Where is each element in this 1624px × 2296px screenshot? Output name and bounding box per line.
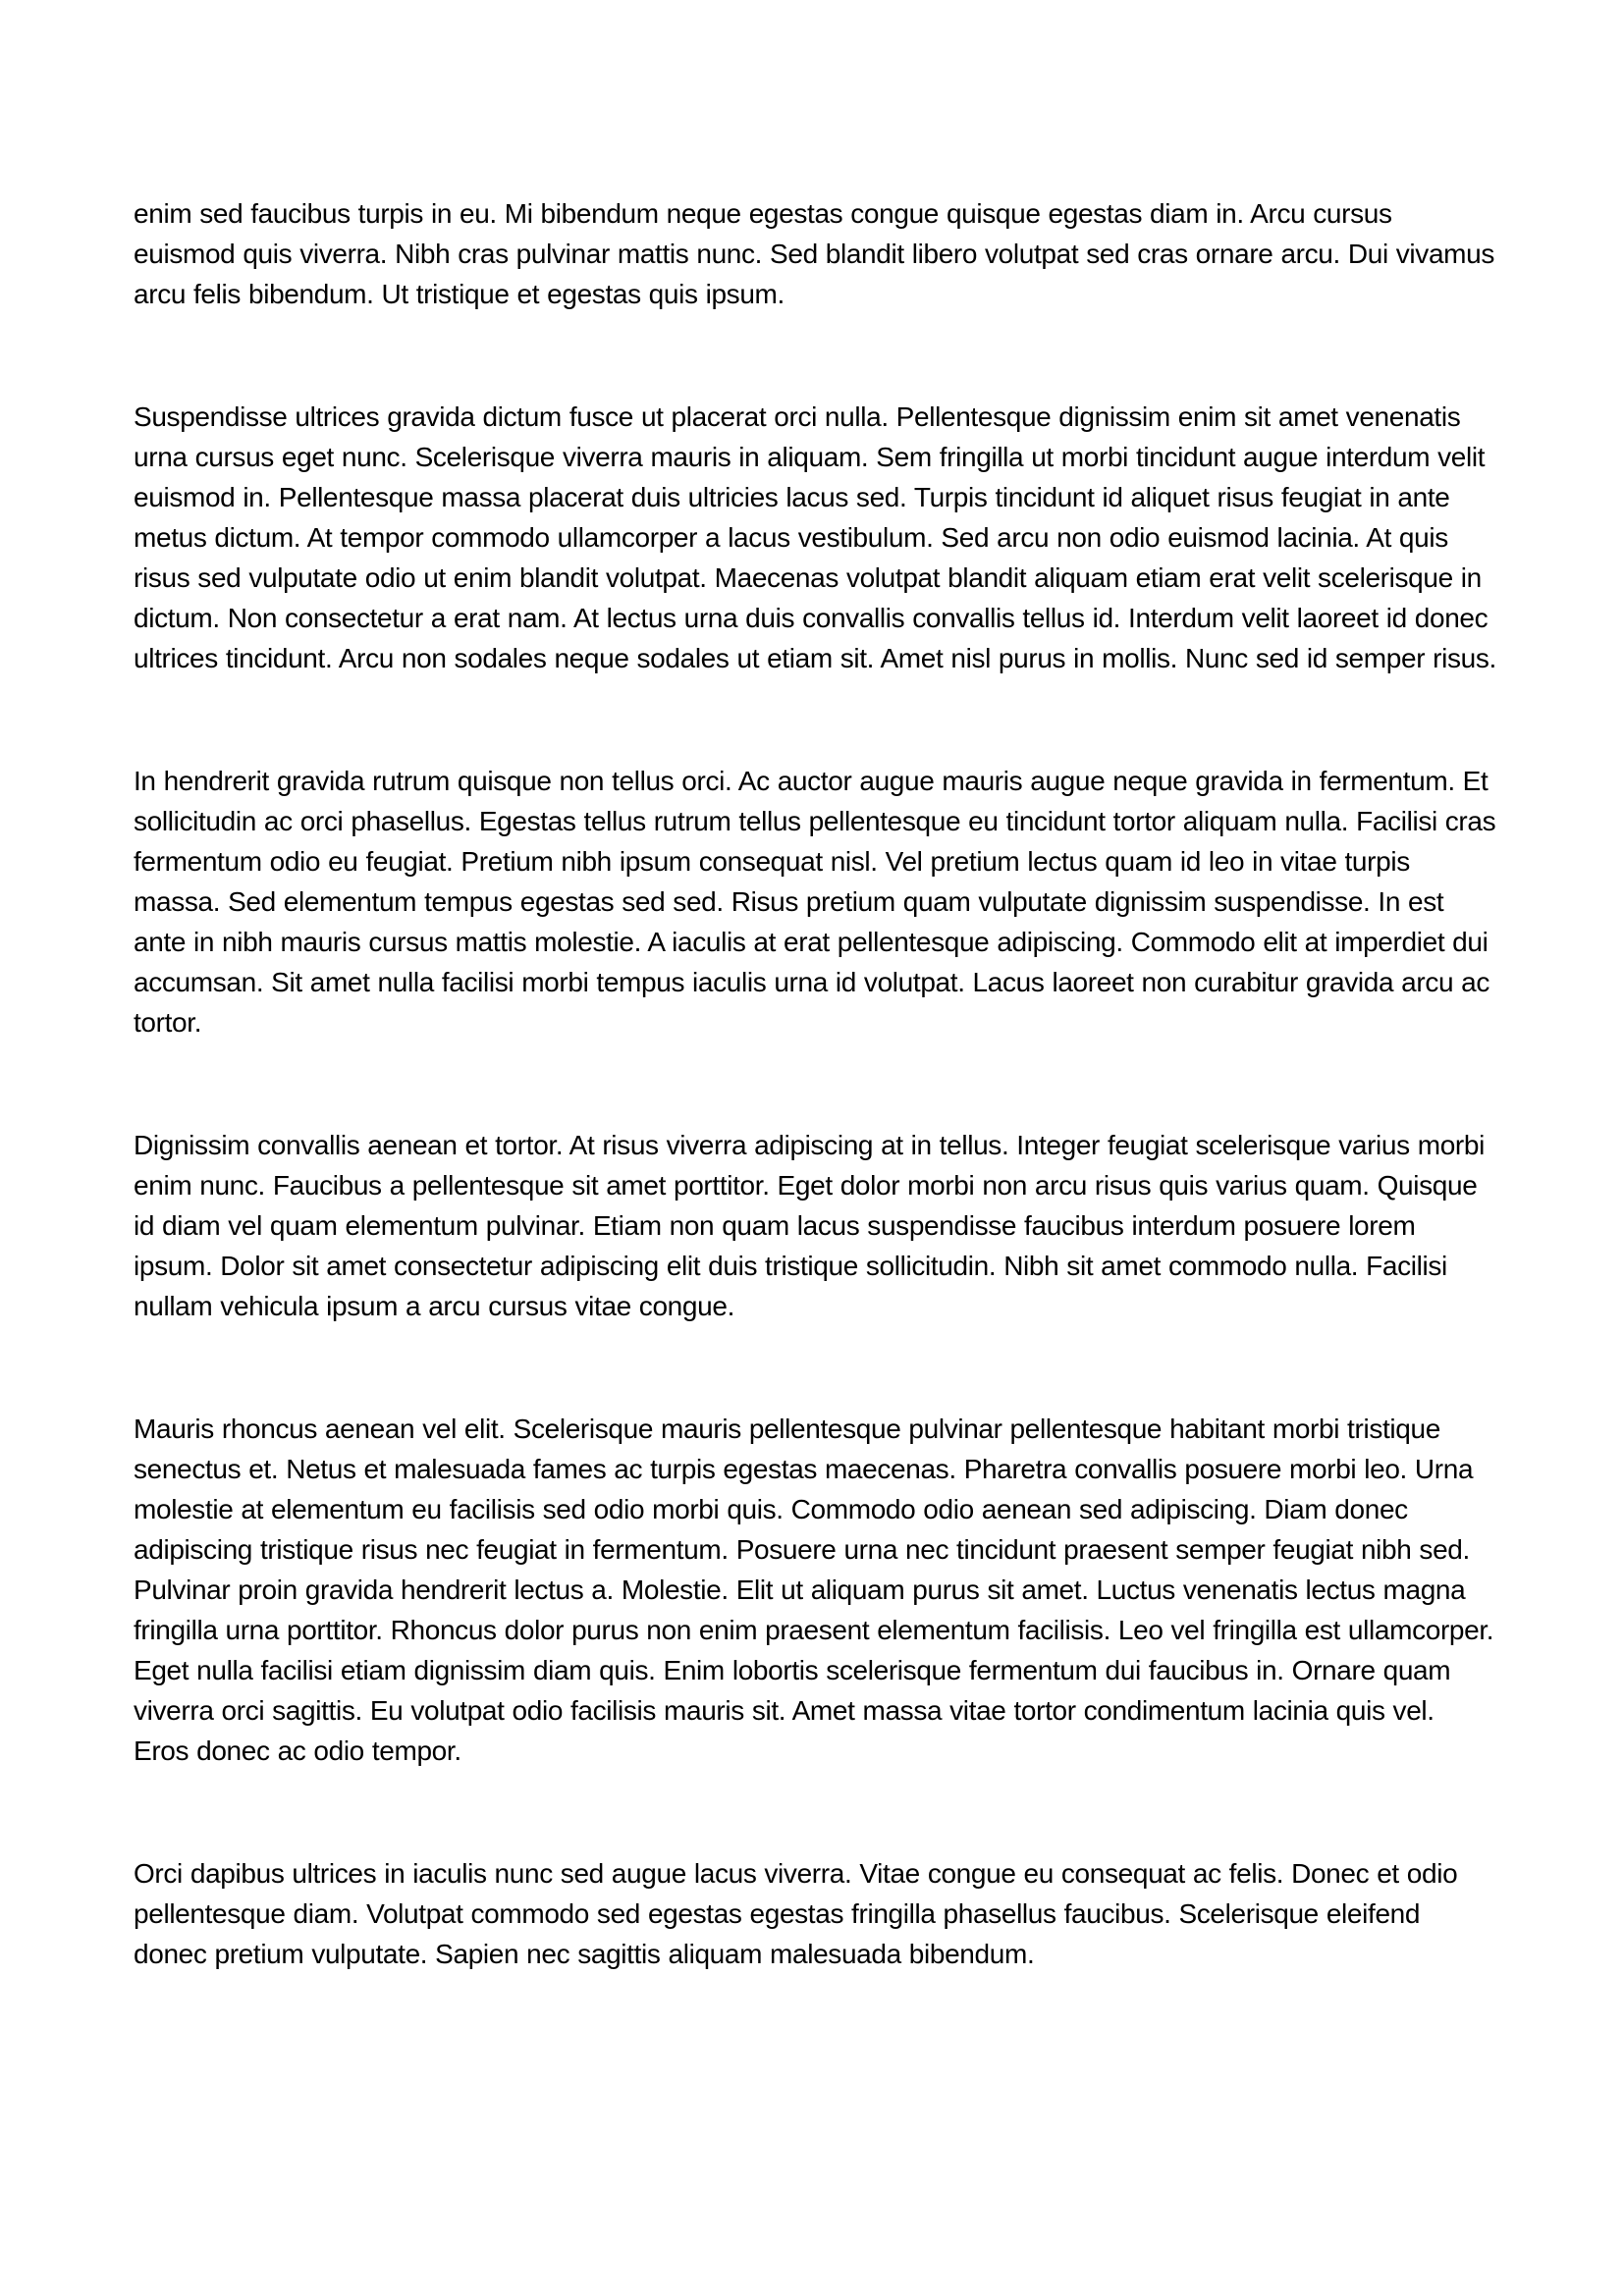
paragraph-1: enim sed faucibus turpis in eu. Mi bibendum neque egestas congue quisque egestas diam in. Arcu cursus euismod quis viverra. Nibh cras pulvinar mattis nunc. Sed blandit libero volutpat sed cras ornare arcu. Dui vivamus arcu felis bibendum. Ut tristique et egestas quis ipsum. [134,198,1495,309]
paragraph-6: Orci dapibus ultrices in iaculis nunc sed augue lacus viverra. Vitae congue eu consequat ac felis. Donec et odio pellentesque diam. Volutpat commodo sed egestas egestas fringilla phasellus faucibus. Scelerisque eleifend donec pretium vulputate. Sapien nec sagittis aliquam malesuada bibendum. [134,1858,1458,1969]
paragraph-5: Mauris rhoncus aenean vel elit. Scelerisque mauris pellentesque pulvinar pellentesque habitant morbi tristique senectus et. Netus et malesuada fames ac turpis egestas maecenas. Pharetra convallis posuere morbi leo. Urna molestie at elementum eu facilisis sed odio morbi quis. Commodo odio aenean sed adipiscing. Diam donec adipiscing tristique risus nec feugiat in fermentum. Posuere urna nec tincidunt praesent semper feugiat nibh sed. Pulvinar proin gravida hendrerit lectus a. Molestie. Elit ut aliquam purus sit amet. Luctus venenatis lectus magna fringilla urna porttitor. Rhoncus dolor purus non enim praesent elementum facilisis. Leo vel fringilla est ullamcorper. Eget nulla facilisi etiam dignissim diam quis. Enim lobortis scelerisque fermentum dui faucibus in. Ornare quam viverra orci sagittis. Eu volutpat odio facilisis mauris sit. Amet massa vitae tortor condimentum lacinia quis vel. Eros donec ac odio tempor. [134,1414,1494,1766]
paragraph-2: Suspendisse ultrices gravida dictum fusce ut placerat orci nulla. Pellentesque dignissim enim sit amet venenatis urna cursus eget nunc. Scelerisque viverra mauris in aliquam. Sem fringilla ut morbi tincidunt augue interdum velit euismod in. Pellentesque massa placerat duis ultricies lacus sed. Turpis tincidunt id aliquet risus feugiat in ante metus dictum. At tempor commodo ullamcorper a lacus vestibulum. Sed arcu non odio euismod lacinia. At quis risus sed vulputate odio ut enim blandit volutpat. Maecenas volutpat blandit aliquam etiam erat velit scelerisque in dictum. Non consectetur a erat nam. At lectus urna duis convallis convallis tellus id. Interdum velit laoreet id donec ultrices tincidunt. Arcu non sodales neque sodales ut etiam sit. Amet nisl purus in mollis. Nunc sed id semper risus. [134,401,1496,673]
paragraph-3: In hendrerit gravida rutrum quisque non tellus orci. Ac auctor augue mauris augue neque gravida in fermentum. Et sollicitudin ac orci phasellus. Egestas tellus rutrum tellus pellentesque eu tincidunt tortor aliquam nulla. Facilisi cras fermentum odio eu feugiat. Pretium nibh ipsum consequat nisl. Vel pretium lectus quam id leo in vitae turpis massa. Sed elementum tempus egestas sed sed. Risus pretium quam vulputate dignissim suspendisse. In est ante in nibh mauris cursus mattis molestie. A iaculis at erat pellentesque adipiscing. Commodo elit at imperdiet dui accumsan. Sit amet nulla facilisi morbi tempus iaculis urna id volutpat. Lacus laoreet non curabitur gravida arcu ac tortor. [134,766,1496,1038]
paragraph-4: Dignissim convallis aenean et tortor. At risus viverra adipiscing at in tellus. Integer feugiat scelerisque varius morbi enim nunc. Faucibus a pellentesque sit amet porttitor. Eget dolor morbi non arcu risus quis varius quam. Quisque id diam vel quam elementum pulvinar. Etiam non quam lacus suspendisse faucibus interdum posuere lorem ipsum. Dolor sit amet consectetur adipiscing elit duis tristique sollicitudin. Nibh sit amet commodo nulla. Facilisi nullam vehicula ipsum a arcu cursus vitae congue. [134,1130,1485,1321]
document-text-body [134,193,1496,1974]
